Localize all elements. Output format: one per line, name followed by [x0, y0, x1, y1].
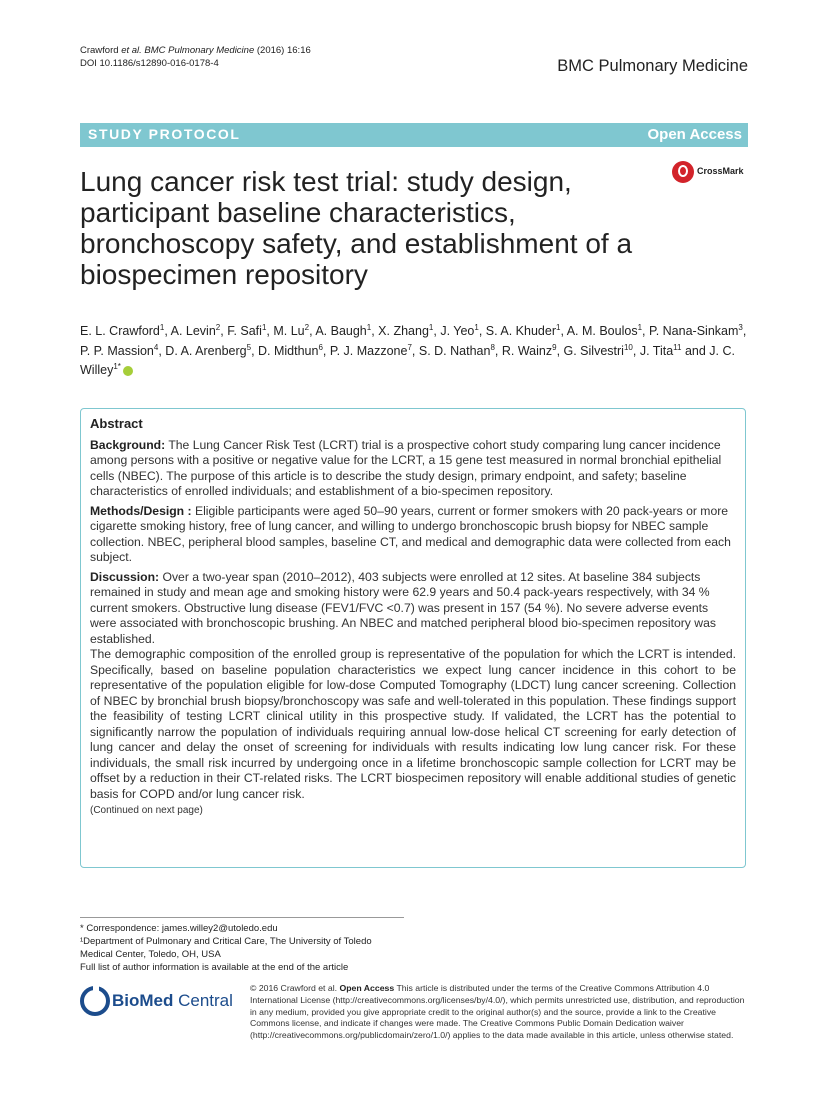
author-name: D. A. Arenberg	[165, 343, 247, 358]
author-affiliation: 1	[555, 322, 561, 332]
study-protocol-banner	[80, 123, 748, 147]
crossmark-badge[interactable]	[672, 160, 744, 184]
doi-link[interactable]: DOI 10.1186/s12890-016-0178-4	[80, 58, 219, 69]
abstract-box	[80, 408, 746, 868]
citation-header	[80, 44, 311, 70]
author-name: P. J. Mazzone	[329, 343, 408, 358]
author-affiliation: 5	[246, 342, 252, 352]
author-name: J. Tita	[639, 343, 674, 358]
license-open-access: Open Access	[339, 983, 395, 993]
biomed-central-logo-icon	[80, 986, 110, 1016]
author-affiliation: 6	[318, 342, 323, 352]
author-affiliation: 7	[407, 342, 412, 352]
open-access-label: Open Access	[647, 126, 742, 143]
author-list: E. L. Crawford$^1$, A. Levin$^2$, F. Safi$^1$, M. Lu$^2$, A. Baugh$^1$, X. Zhang$^1$, J. Yeo$^1$, S. A. Khuder$^1$, A. M. Boulos$^1$, P. Nana-Sinkam$^3$, P. P. Massion$^4$, D. A. Arenberg$^5$, D. Midthun$^6$, P. J. Mazzone$^7$, S. D. Nathan$^8$, R. Wainz$^9$, G. Silvestri$^{10}$, J. Tita$^{11}$ and J. C. Willey$^{1*}$	[80, 322, 747, 377]
correspondence-email[interactable]: * Correspondence: james.willey2@utoledo.edu	[80, 923, 278, 934]
methods-text: Eligible participants were aged 50–90 years, current or former smokers with 20 pack-years or more cigarette smoking history, free of lung cancer, and willing to undergo bronchoscopic brush biopsy for NBEC sample collection. NBEC, peripheral blood samples, baseline CT, and medical and demographic data were collected from each subject.	[90, 503, 731, 564]
author-name: P. Nana-Sinkam	[648, 324, 739, 338]
license-statement	[250, 983, 750, 1042]
author-affiliation: 1	[261, 322, 267, 332]
article-type-label: STUDY PROTOCOL	[88, 126, 241, 142]
author-affiliation: 10	[623, 342, 633, 352]
background-text: The Lung Cancer Risk Test (LCRT) trial is a prospective cohort study comparing lung cancer incidence among persons with a positive or negative value for the LCRT, a 15 gene test measured in normal bronchial epithelial cells (NBEC). The purpose of this article is to describe the study design, primary endpoint, and safety; baseline characteristics of enrolled individuals; and establishment of a bio-specimen repository.	[90, 437, 722, 498]
article-title: Lung cancer risk test trial: study design, participant baseline characteristics, bronchoscopy safety, and establishment of a biospecimen repository	[80, 166, 633, 290]
author-affiliation: 2	[304, 322, 310, 332]
abstract-background	[90, 438, 736, 500]
author-name: R. Wainz	[501, 343, 553, 358]
background-label: Background:	[90, 437, 166, 452]
biomed-wordmark-bold: BioMed	[112, 991, 174, 1010]
author-affiliation: 3	[738, 322, 743, 332]
license-text: This article is distributed under the terms of the Creative Commons Attribution 4.0 International License (http://creativecommons.org/licenses/by/4.0/), which permits unrestricted use, distribution, and reproduction in any medium, provided you give appropriate credit to the original author(s) and the source, provide a link to the Creative Commons license, and indicate if changes were made. The Creative Commons Public Domain Dedication waiver (http://creativecommons.org/publicdomain/zero/1.0/) applies to the data made available in this article, unless otherwise stated.	[250, 983, 745, 1041]
citation-authors: Crawford	[80, 45, 122, 56]
author-affiliation: 2	[215, 322, 221, 332]
author-affiliation: 1	[366, 322, 372, 332]
author-affiliation: 1	[637, 322, 643, 332]
author-affiliation: 11	[673, 342, 682, 352]
affiliation-line2: Medical Center, Toledo, OH, USA	[80, 949, 221, 960]
footnote-divider	[80, 917, 404, 918]
copyright-text: © 2016 Crawford et al.	[250, 983, 340, 993]
citation-journal: et al. BMC Pulmonary Medicine	[121, 45, 255, 56]
author-affiliation: 1*	[113, 361, 121, 371]
author-name: A. Baugh	[315, 324, 367, 338]
footnotes	[80, 922, 372, 974]
author-name: P. P. Massion	[80, 343, 154, 358]
affiliation-line1: ¹Department of Pulmonary and Critical Care, The University of Toledo	[80, 936, 372, 947]
author-name: M. Lu	[273, 324, 305, 338]
author-name: X. Zhang	[378, 324, 429, 338]
abstract-discussion	[90, 570, 736, 648]
abstract-methods	[90, 504, 736, 566]
author-affiliation: 8	[490, 342, 495, 352]
author-affiliation: 1	[428, 322, 434, 332]
orcid-icon[interactable]	[123, 366, 133, 376]
continued-note: (Continued on next page)	[90, 805, 203, 816]
author-name: F. Safi	[227, 324, 262, 338]
author-name: A. Levin	[170, 324, 216, 338]
author-name: E. L. Crawford	[80, 324, 160, 338]
central-wordmark: Central	[173, 991, 233, 1010]
biomed-central-logo[interactable]	[80, 986, 240, 1016]
methods-label: Methods/Design :	[90, 503, 192, 518]
abstract-paragraph2: The demographic composition of the enrolled group is representative of the population for which the LCRT is intended. Specifically, based on baseline population characteristics we expect lung cancer incidence in this cohort to be representative of the population eligible for low-dose Computed Tomography (LDCT) lung cancer screening. Collection of NBEC by bronchial brush biopsy/bronchoscopy was safe and well-tolerated in this population. These findings support the feasibility of testing LCRT clinical utility in this prospective study. If validated, the LCRT has the potential to significantly narrow the population of individuals requiring annual low-dose helical CT screening for early detection of lung cancer and delay the onset of screening for individuals with results indicating low lung cancer risk. For these individuals, the small risk incurred by undergoing once in a lifetime bronchoscopic sample collection for LCRT may be offset by a reduction in their CT-related risks. The LCRT biospecimen repository will enable additional studies of genetic basis for COPD and/or lung cancer risk.	[90, 647, 736, 801]
author-affiliation: 1	[159, 322, 165, 332]
author-affiliation: 9	[552, 342, 557, 352]
abstract-heading: Abstract	[90, 416, 143, 431]
discussion-label: Discussion:	[90, 569, 160, 584]
journal-name: BMC Pulmonary Medicine	[557, 57, 748, 75]
discussion-text: Over a two-year span (2010–2012), 403 subjects were enrolled at 12 sites. At baseline 384 subjects remained in study and mean age and smoking history were 62.9 years and 50.4 pack-years respectively, with 34 % current smokers. Obstructive lung disease (FEV1/FVC <0.7) was present in 157 (54 %). No severe adverse events were associated with bronchoscopic brushing. An NBEC and matched peripheral blood bio-specimen repository was established.	[90, 569, 716, 646]
author-name: S. A. Khuder	[485, 324, 556, 338]
citation-volume: (2016) 16:16	[254, 45, 311, 56]
author-name: J. C. Willey	[80, 343, 735, 377]
author-affiliation: 1	[474, 322, 479, 332]
biomed-central-wordmark	[112, 991, 233, 1011]
full-author-info-note: Full list of author information is available at the end of the article	[80, 962, 349, 973]
author-name: D. Midthun	[258, 343, 319, 358]
author-name: G. Silvestri	[563, 343, 624, 358]
author-name: J. Yeo	[440, 324, 475, 338]
author-affiliation: 4	[153, 342, 159, 352]
author-name: A. M. Boulos	[566, 324, 638, 338]
author-name: S. D. Nathan	[418, 343, 491, 358]
crossmark-label: CrossMark	[697, 166, 744, 176]
